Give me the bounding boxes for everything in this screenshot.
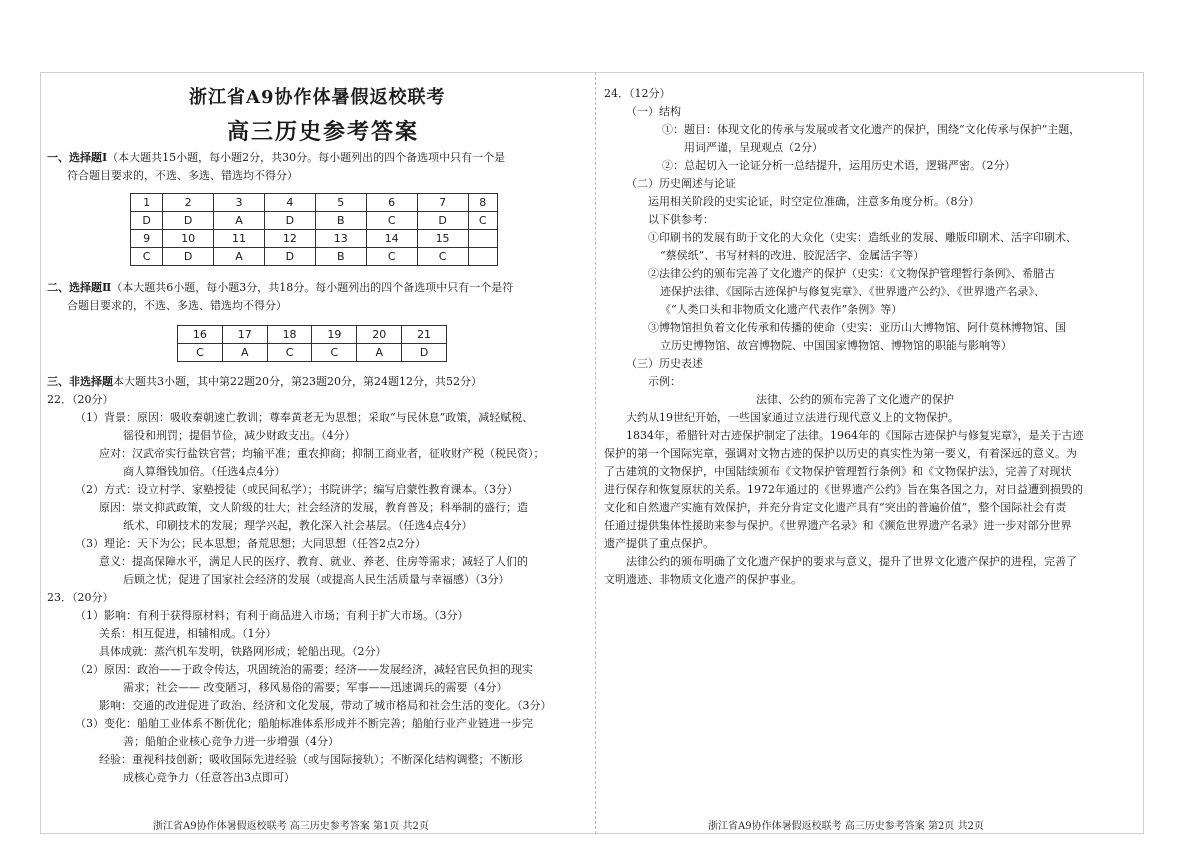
section1-desc2: 符合题目要求的，不选、多选、错选均不得分） (67, 169, 298, 182)
section2-desc: （本大题共6小题，每小题3分，共18分。每小题列出的四个备选项中只有一个是符 (111, 281, 514, 294)
q22-line: 纸术、印刷技术的发展；理学兴起，教化深入社会基层。（任选4点4分） (123, 519, 473, 532)
q23-line: 经验：重视科技创新；吸收国际先进经验（或与国际接轨）；不断深化结构调整；不断形 (99, 753, 523, 766)
example-title: 法律、公约的颁布完善了文化遗产的保护 (756, 393, 954, 406)
answer-cell: B (315, 248, 366, 266)
q22-line: 意义：提高保障水平，满足人民的医疗、教育、就业、养老、住房等需求；减轻了人们的 (99, 555, 528, 568)
answer-cell: C (131, 248, 163, 266)
question-number-cell: 16 (178, 326, 223, 344)
section3-heading: 三、非选择题 (47, 375, 113, 388)
section2-answer-table (177, 325, 447, 362)
q24-line: 《“人类口头和非物质文化遗产代表作”条例》等） (660, 303, 903, 316)
q22-line: 商人算缗钱加倍。（任选4点4分） (123, 465, 286, 478)
page-1 (40, 72, 596, 834)
example-paragraph-line: 了古建筑的文物保护，中国陆续颁布《文物保护管理暂行条例》和《文物保护法》，完善了对现状 (604, 465, 1072, 478)
q24-line: ③博物馆担负着文化传承和传播的使命（史实：亚历山大博物馆、阿什莫林博物馆、国 (648, 321, 1066, 334)
question-number-cell: 13 (315, 230, 366, 248)
page-2 (596, 72, 1144, 834)
q24-number: 24．（12分） (604, 87, 671, 100)
q22-line: 徭役和刑罚；提倡节俭，减少财政支出。（4分） (123, 429, 356, 442)
answer-cell: C (417, 248, 468, 266)
question-number-cell: 3 (214, 194, 265, 212)
question-number-cell: 21 (402, 326, 447, 344)
question-number-cell: 10 (163, 230, 214, 248)
answer-cell: C (468, 212, 497, 230)
q24-line: 迹保护法律、《国际古迹保护与修复宪章》、《世界遗产公约》、《世界遗产名录》、 (660, 285, 1045, 298)
answer-table-row (131, 230, 498, 248)
answer-cell (468, 248, 497, 266)
q24-line: ②：总起切入一论证分析一总结提升，运用历史术语，逻辑严密。（2分） (662, 159, 1016, 172)
answer-cell: D (402, 344, 447, 362)
question-number-cell (468, 230, 497, 248)
example-paragraph-line: 文化和自然遗产实施有效保护，并充分肯定文化遗产具有“突出的普遍价值”，整个国际社会有责 (604, 501, 1067, 514)
q24-line: 用词严谨，呈现观点（2分） (684, 141, 823, 154)
q23-line: 影响：交通的改进促进了政治、经济和文化发展，带动了城市格局和社会生活的变化。（3分） (99, 699, 552, 712)
q23-line: 需求；社会—— 改变陋习，移风易俗的需要；军事——迅速调兵的需要（4分） (123, 681, 508, 694)
q24-line: （一）结构 (626, 105, 681, 118)
answer-table-row (131, 212, 498, 230)
answer-cell: D (163, 248, 214, 266)
question-number-cell: 18 (267, 326, 312, 344)
question-number-cell: 5 (315, 194, 366, 212)
answer-cell: D (131, 212, 163, 230)
example-paragraph-line: 大约从19世纪开始，一些国家通过立法进行现代意义上的文物保护。 (626, 411, 959, 424)
page2-footer: 浙江省A9协作体暑假返校联考 高三历史参考答案 第2页 共2页 (708, 821, 984, 832)
answer-cell: D (264, 212, 315, 230)
page1-footer: 浙江省A9协作体暑假返校联考 高三历史参考答案 第1页 共2页 (153, 821, 429, 832)
q24-line: ①：题目：体现文化的传承与发展或者文化遗产的保护，围绕“文化传承与保护”主题， (662, 123, 1081, 136)
q22-number: 22．（20分） (47, 393, 114, 406)
q24-line: （二）历史阐述与论证 (626, 177, 736, 190)
q23-line: （1）影响：有利于获得原材料；有利于商品进入市场；有利于扩大市场。（3分） (75, 609, 469, 622)
question-number-cell: 20 (357, 326, 402, 344)
q23-line: （2）原因：政治——于政令传达，巩固统治的需要；经济——发展经济，减轻官民负担的现实 (75, 663, 533, 676)
q22-line: 后顾之忧；促进了国家社会经济的发展（或提高人民生活质量与幸福感）（3分） (123, 573, 510, 586)
section2-desc2: 合题目要求的，不选、多选、错选均不得分） (67, 299, 287, 312)
question-number-cell: 19 (312, 326, 357, 344)
answer-cell: A (214, 248, 265, 266)
q24-line: 以下供参考： (648, 213, 714, 226)
section1-answer-table (130, 193, 498, 266)
answer-table-row (131, 194, 498, 212)
example-paragraph-line: 法律公约的颁布明确了文化遗产保护的要求与意义，提升了世界文化遗产保护的进程，完善了 (626, 555, 1077, 568)
q22-line: 应对：汉武帝实行盐铁官营；均输平准；重农抑商；抑制工商业者，征收财产税（税民资）； (99, 447, 545, 460)
q23-line: （3）变化：船舶工业体系不断优化；船舶标准体系形成并不断完善；船舶行业产业链进一步完 (75, 717, 533, 730)
section1-desc: （本大题共15小题，每小题2分，共30分。每小题列出的四个备选项中只有一个是 (107, 151, 506, 164)
question-number-cell: 14 (366, 230, 417, 248)
question-number-cell: 4 (264, 194, 315, 212)
q23-line: 成核心竞争力（任意答出3点即可） (123, 771, 295, 784)
example-paragraph-line: 进行保存和恢复原状的关系。1972年通过的《世界遗产公约》旨在集各国之力，对日益遭到损毁的 (604, 483, 1083, 496)
question-number-cell: 8 (468, 194, 497, 212)
answer-cell: C (267, 344, 312, 362)
q22-line: 原因：崇文抑武政策，文人阶级的壮大；社会经济的发展，教育普及；科举制的盛行；造 (99, 501, 528, 514)
example-paragraph-line: 保护的第一个国际宪章，强调对文物古迹的保护以历史的真实性为第一要义，有着深远的意义。为 (604, 447, 1077, 460)
answer-cell: A (222, 344, 267, 362)
answer-cell: C (366, 248, 417, 266)
question-number-cell: 7 (417, 194, 468, 212)
answer-cell: C (366, 212, 417, 230)
example-paragraph-line: 遗产提供了重点保护。 (604, 537, 714, 550)
section1-heading: 一、选择题Ⅰ (47, 151, 108, 164)
example-paragraph-line: 任通过提供集体性援助来参与保护。《世界遗产名录》和《濒危世界遗产名录》进一步对部分世界 (604, 519, 1072, 532)
question-number-cell: 11 (214, 230, 265, 248)
answer-cell: D (264, 248, 315, 266)
q24-line: 立历史博物馆、故宫博物院、中国国家博物馆、博物馆的职能与影响等） (660, 339, 1012, 352)
q24-line: （三）历史表述 (626, 357, 703, 370)
answer-title: 高三历史参考答案 (227, 119, 420, 145)
answer-cell: A (214, 212, 265, 230)
q23-line: 具体成就：蒸汽机车发明，铁路网形成；轮船出现。（2分） (99, 645, 387, 658)
question-number-cell: 15 (417, 230, 468, 248)
question-number-cell: 9 (131, 230, 163, 248)
answer-cell: C (312, 344, 357, 362)
answer-table-row (178, 326, 447, 344)
q24-line: 运用相关阶段的史实论证，时空定位准确，注意多角度分析。（8分） (648, 195, 980, 208)
answer-cell: D (417, 212, 468, 230)
section2-heading: 二、选择题Ⅱ (47, 281, 112, 294)
q24-line: “蔡侯纸”、书写材料的改进、胶泥活字、金属活字等） (660, 249, 925, 262)
question-number-cell: 17 (222, 326, 267, 344)
section1-intro (47, 149, 505, 167)
exam-title: 浙江省A9协作体暑假返校联考 (189, 87, 446, 108)
q22-line: （2）方式：设立村学、家塾授徒（或民间私学）；书院讲学；编写启蒙性教育课本。（3分） (75, 483, 518, 496)
example-paragraph-line: 1834年，希腊针对古迹保护制定了法律。1964年的《国际古迹保护与修复宪章》，是关于古迹 (626, 429, 1084, 442)
q23-number: 23．（20分） (47, 591, 114, 604)
question-number-cell: 12 (264, 230, 315, 248)
q22-line: （1）背景：原因：吸收秦朝速亡教训；尊奉黄老无为思想；采取“与民休息”政策，减轻赋税、 (75, 411, 534, 424)
section3-intro (47, 373, 482, 391)
section2-intro (47, 279, 513, 297)
q23-line: 关系：相互促进，相辅相成。（1分） (99, 627, 277, 640)
question-number-cell: 2 (163, 194, 214, 212)
q24-line: ①印刷书的发展有助于文化的大众化（史实：造纸业的发展、雕版印刷术、活字印刷术、 (648, 231, 1077, 244)
question-number-cell: 1 (131, 194, 163, 212)
q23-line: 善；船舶企业核心竞争力进一步增强（4分） (123, 735, 339, 748)
answer-cell: D (163, 212, 214, 230)
answer-table-row (131, 248, 498, 266)
question-number-cell: 6 (366, 194, 417, 212)
answer-table-row (178, 344, 447, 362)
q24-line: 示例： (648, 375, 681, 388)
answer-cell: A (357, 344, 402, 362)
q24-line: ②法律公约的颁布完善了文化遗产的保护（史实：《文物保护管理暂行条例》、希腊古 (648, 267, 1055, 280)
answer-cell: B (315, 212, 366, 230)
answer-cell: C (178, 344, 223, 362)
example-paragraph-line: 文明遗迹、非物质文化遗产的保护事业。 (604, 573, 802, 586)
q22-line: （3）理论：天下为公；民本思想；备荒思想；大同思想（任答2点2分） (75, 537, 426, 550)
section3-desc: 本大题共3小题，其中第22题20分，第23题20分，第24题12分，共52分） (113, 375, 482, 388)
